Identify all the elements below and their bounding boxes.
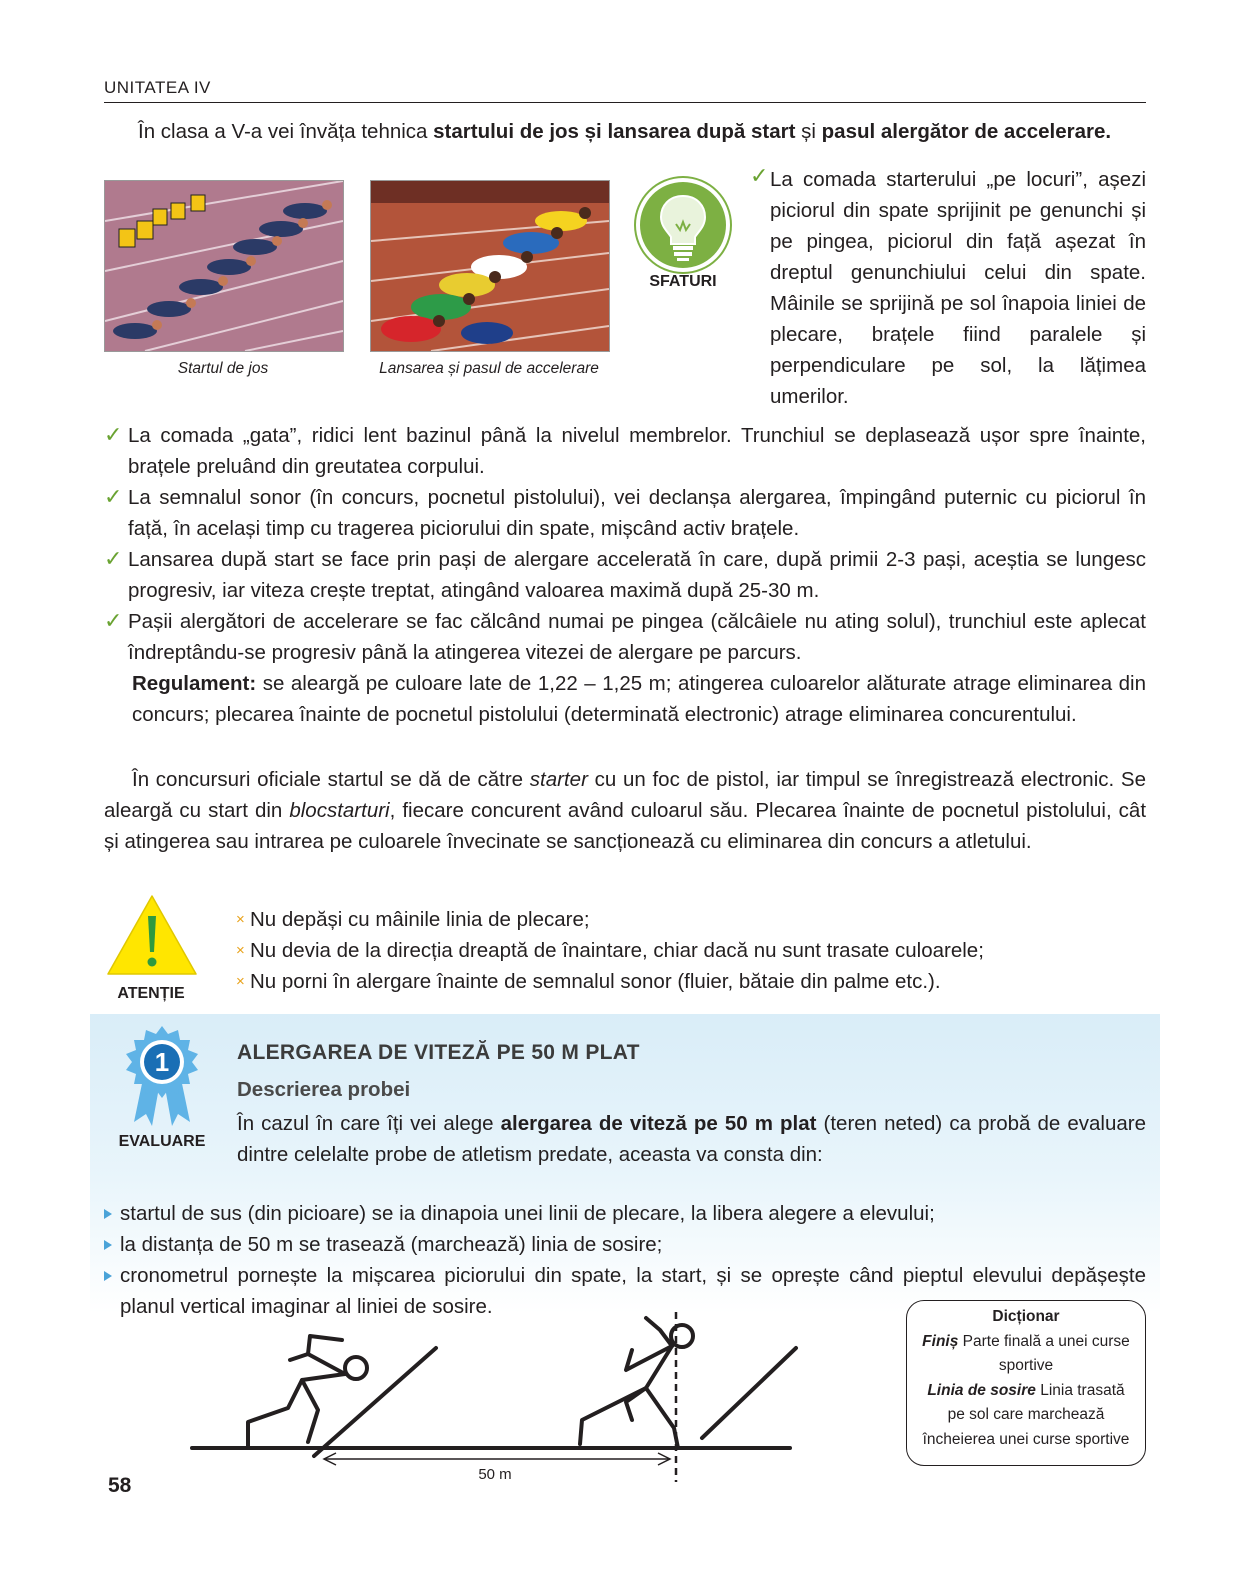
tips-item [750,164,1146,412]
intro-bold-1: startului de jos și lansarea după start [433,120,796,143]
official-text-1: În concursuri oficiale startul se dă de către [132,768,530,791]
tips-text: La comada starterului „pe locuri”, așezi piciorul din spate sprijinit pe genunchi și pe pingea, piciorul din față așezat în dreptul genunchiului celui din spate. Mâinile se sprijină pe sol înapoia liniei de plecare, brațele fiind paralele și perpendiculare pe sol, la lățimea umerilor. [770,168,1146,408]
dictionary-definition: Linia trasată pe sol care marchează încheierea unei curse sportive [922,1381,1130,1448]
attention-item-text: Nu devia de la direcția dreaptă de înaintare, chiar dacă nu sunt trasate culoarele; [250,939,984,962]
checkmark-icon: ✓ [104,546,123,571]
triangle-bullet-icon [104,1209,112,1219]
unit-title: UNITATEA IV [104,78,211,97]
evaluation-bold: alergarea de viteză pe 50 m plat [500,1112,817,1135]
evaluation-text [237,1108,1146,1170]
checkmark-icon: ✓ [104,422,123,447]
lightbulb-icon [636,178,730,272]
dictionary-definition: Parte finală a unei curse sportive [958,1332,1130,1374]
attention-item-text: Nu porni în alergare înainte de semnalul sonor (fluier, bătaie din palme etc.). [250,970,941,993]
official-italic-2: blocstarturi [289,799,390,822]
photo-caption-1: Startul de jos [177,360,269,377]
official-paragraph [104,764,1146,857]
list-item [104,1198,1146,1229]
photo-sprint [370,180,610,352]
sprint-image [371,181,609,351]
tips-block [750,164,1146,412]
list-item-text: La comada „gata”, ridici lent bazinul până la nivelul membrelor. Trunchiul se deplasează ușor spre înainte, brațele preluând din greutatea corpului. [128,424,1146,478]
regulament-text: se aleargă pe culoare late de 1,22 – 1,25 m; atingerea culoarelor alăturate atrage eliminarea din concurs; plecarea înainte de pocnetul pistolului (determinată electronic) atrage eliminarea concurentului. [132,672,1146,726]
low-start-image [105,181,343,351]
warning-triangle-icon [104,892,200,978]
regulament [104,668,1146,730]
checkmark-icon: ✓ [104,608,123,633]
list-item-text: Lansarea după start se face prin pași de alergare accelerată în care, după primii 2-3 pași, aceștia se lungesc progresiv, iar viteza crește treptat, atingând valoarea maximă după 25-30 m. [128,548,1146,602]
attention-label: ATENȚIE [117,985,185,1002]
intro-text-2: și [795,120,822,143]
attention-list [236,904,1136,997]
runner-diagram-drawing [190,1310,800,1490]
list-item-text: Pașii alergători de accelerare se fac călcând numai pe pingea (călcâiele nu ating solul), trunchiul este aplecat îndreptându-se progresiv până la atingerea vitezei de alergare pe parcurs. [128,610,1146,664]
tips-icon-circle [636,178,730,272]
attention-item [236,935,1136,966]
attention-item-text: Nu depăși cu mâinile linia de plecare; [250,908,590,931]
photo-caption-2: Lansarea și pasul de accelerare [379,360,599,377]
dictionary-term: Finiș [922,1332,959,1350]
list-item-text: cronometrul pornește la mișcarea piciorului din spate, la start, și se oprește când pieptul elevului depășește planul vertical imaginar al liniei de sosire. [120,1264,1146,1318]
evaluation-title: ALERGAREA DE VITEZĂ PE 50 M PLAT [237,1041,640,1064]
list-item-text: la distanța de 50 m se trasează (marchează) linia de sosire; [120,1233,663,1256]
list-item [104,544,1146,606]
dictionary-entry-2 [907,1379,1145,1453]
dictionary-entry-1 [907,1330,1145,1379]
regulament-label: Regulament: [132,672,257,695]
checkmark-icon: ✓ [750,163,769,188]
attention-item [236,904,1136,935]
list-item [104,482,1146,544]
evaluation-subtitle: Descrierea probei [237,1078,411,1101]
dictionary-box [906,1300,1146,1466]
dictionary-term: Linia de sosire [927,1381,1036,1399]
list-item [104,1229,1146,1260]
medal-number: 1 [154,1047,170,1077]
page-number: 58 [108,1474,132,1497]
evaluation-text-2: (teren neted) ca probă de evaluare dintre celelalte probe de atletism predate, aceasta va consta din: [237,1112,1147,1166]
official-text-2: cu un foc de pistol, iar timpul se înregistrează electronic. Se aleargă cu start din [104,768,1146,822]
photo-low-start [104,180,344,352]
checklist [104,420,1146,730]
warning-icon-wrap [104,892,200,978]
evaluation-label: EVALUARE [118,1133,206,1150]
x-mark-icon: × [236,942,245,959]
list-item-text: startul de sus (din picioare) se ia dinapoia unei linii de plecare, la libera alegere a elevului; [120,1202,935,1225]
intro-bold-2: pasul alergător de accelerare. [821,120,1112,143]
x-mark-icon: × [236,973,245,990]
list-item-text: La semnalul sonor (în concurs, pocnetul pistolului), vei declanșa alergarea, împingând puternic cu piciorul în față, în același timp cu tragerea piciorului din spate, mișcând activ brațele. [128,486,1146,540]
checkmark-icon: ✓ [104,484,123,509]
tips-label: SFATURI [649,273,717,290]
attention-item [236,966,1136,997]
intro-text: În clasa a V-a vei învăța tehnica [138,120,434,143]
unit-header [104,78,1146,103]
sprint-diagram [190,1310,800,1490]
distance-label: 50 m [478,1466,512,1483]
x-mark-icon: × [236,911,245,928]
official-italic-1: starter [529,768,588,791]
medal-icon-wrap [122,1024,202,1128]
dictionary-title: Dicționar [992,1308,1060,1325]
official-text-3: , fiecare concurent având culoarul său. Plecarea înainte de pocnetul pistolului, cât și atingerea sau intrarea pe culoarele învecinate se sancționează cu eliminarea din concurs a atletului. [104,799,1147,853]
triangle-bullet-icon [104,1240,112,1250]
list-item [104,606,1146,668]
intro-paragraph [104,116,1146,147]
triangle-bullet-icon [104,1271,112,1281]
evaluation-text-1: În cazul în care îți vei alege [237,1112,501,1135]
list-item [104,420,1146,482]
